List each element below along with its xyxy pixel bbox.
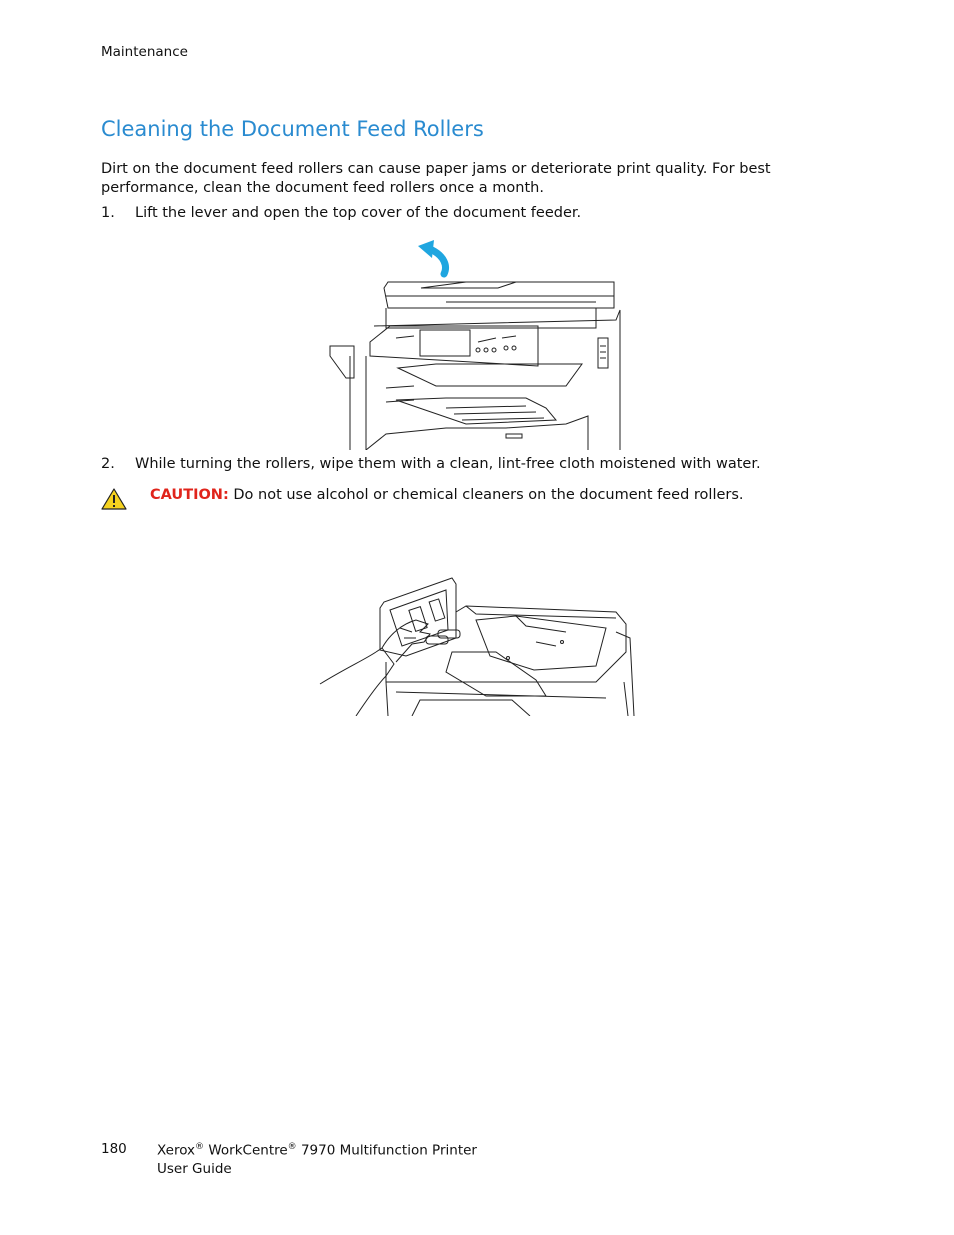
warning-triangle-icon [101, 487, 127, 511]
caution-text: Do not use alcohol or chemical cleaners on the document feed rollers. [233, 487, 744, 503]
product-name: WorkCentre [208, 1142, 288, 1159]
wiping-rollers-illustration [316, 572, 638, 716]
guide-name: User Guide [157, 1160, 232, 1177]
intro-paragraph: Dirt on the document feed rollers can cause paper jams or deteriorate print quality. For best performance, clean the document feed rollers once a month. [101, 161, 771, 196]
brand: Xerox [157, 1142, 196, 1159]
document-feeder-open-illustration [326, 238, 622, 450]
caution-label: CAUTION: [150, 487, 229, 503]
step-number: 1. [101, 205, 115, 221]
model-name: 7970 Multifunction Printer [300, 1142, 477, 1159]
registered-mark: ® [287, 1142, 297, 1152]
step-text: While turning the rollers, wipe them with a clean, lint-free cloth moistened with water. [135, 456, 761, 472]
running-header: Maintenance [101, 44, 188, 60]
page-number: 180 [101, 1141, 127, 1157]
caution-note [150, 487, 744, 503]
product-line [157, 1138, 477, 1160]
step-number: 2. [101, 456, 115, 472]
footer-product-title [157, 1138, 477, 1178]
registered-mark: ® [195, 1142, 205, 1152]
page-title: Cleaning the Document Feed Rollers [101, 117, 484, 141]
step-text: Lift the lever and open the top cover of the document feeder. [135, 205, 582, 221]
